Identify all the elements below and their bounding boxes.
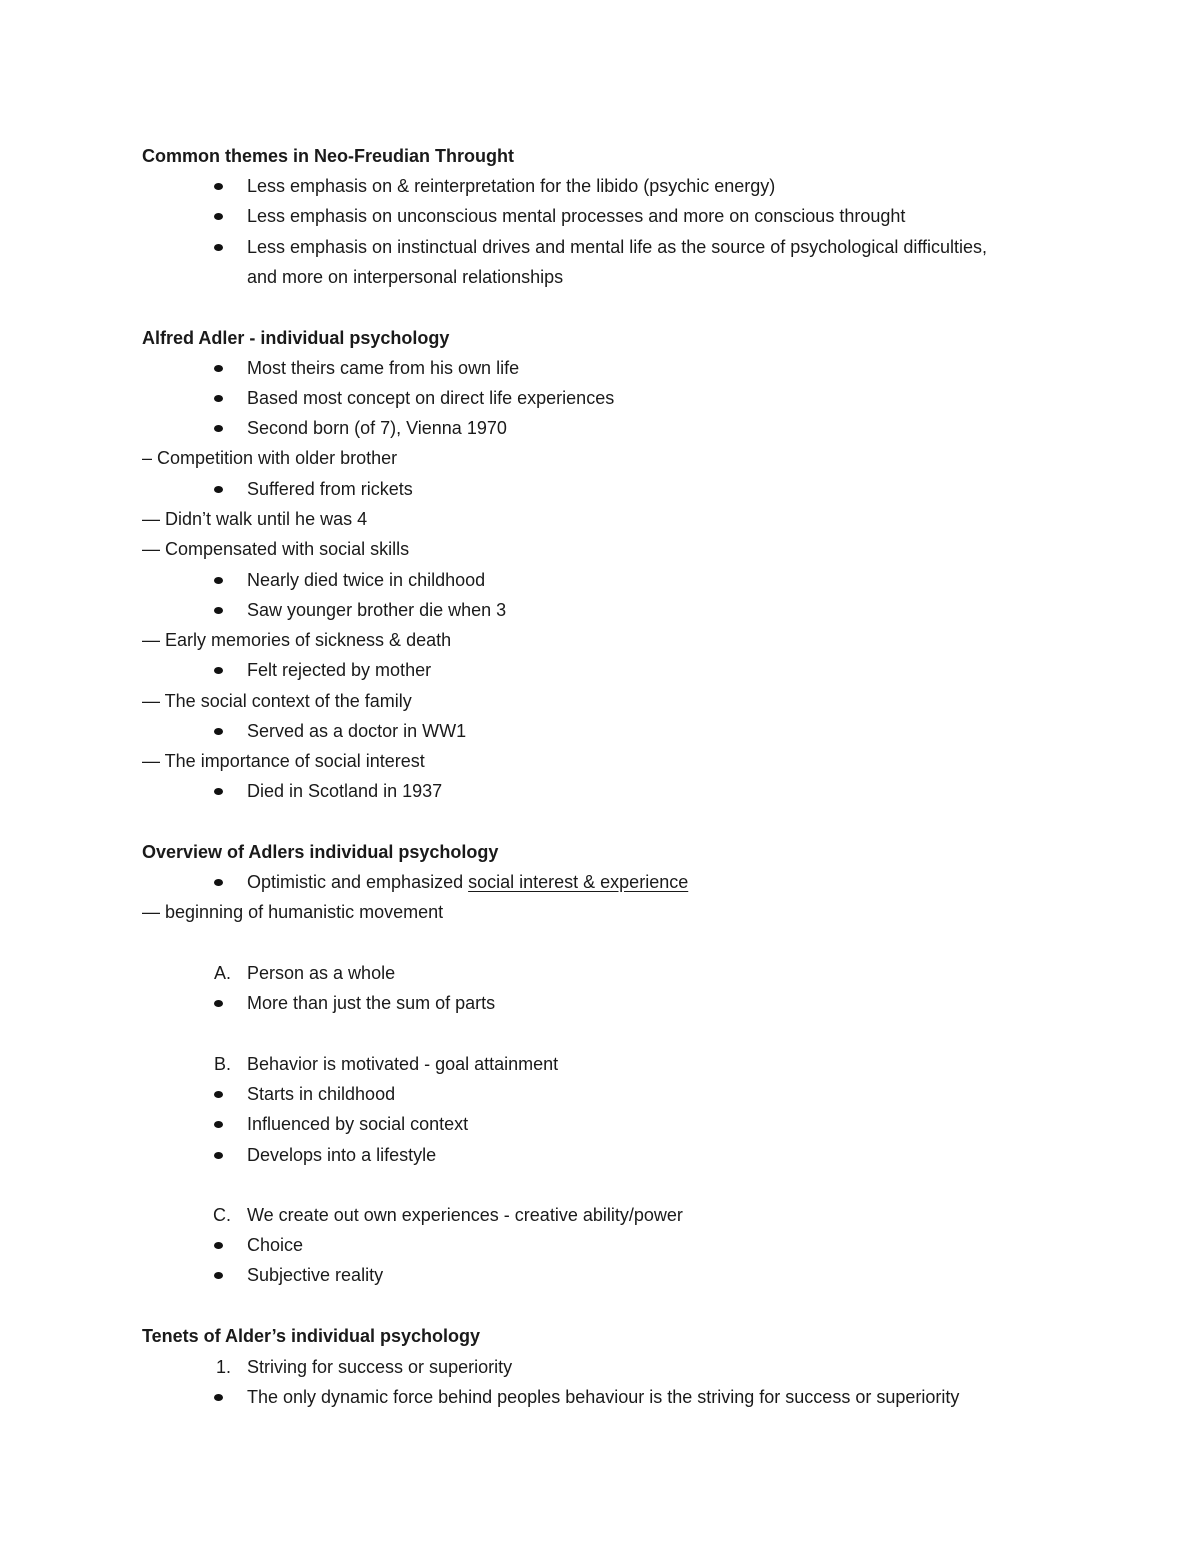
list-item: Develops into a lifestyle (247, 1140, 436, 1170)
list-item: Optimistic and emphasized social interest & experience (247, 867, 688, 897)
list-item: Subjective reality (247, 1260, 383, 1290)
bullet-icon (214, 667, 223, 674)
list-item: Saw younger brother die when 3 (247, 595, 506, 625)
list-item: Second born (of 7), Vienna 1970 (247, 413, 507, 443)
bullet-icon (214, 425, 223, 432)
list-item: The only dynamic force behind peoples behaviour is the striving for success or superiority (247, 1382, 959, 1412)
list-item: Choice (247, 1230, 303, 1260)
bullet-icon (214, 1121, 223, 1128)
bullet-icon (214, 213, 223, 220)
dash-note: — The social context of the family (142, 691, 412, 711)
bullet-icon (214, 244, 223, 251)
list-item: Less emphasis on & reinterpretation for the libido (psychic energy) (247, 171, 775, 201)
list-item: Starts in childhood (247, 1079, 395, 1109)
bullet-icon (214, 728, 223, 735)
list-marker: B. (213, 1054, 231, 1074)
list-item-continuation: and more on interpersonal relationships (247, 267, 564, 287)
dash-note: – Competition with older brother (142, 448, 398, 468)
bullet-icon (214, 879, 223, 886)
list-item: Suffered from rickets (247, 474, 413, 504)
list-item: Died in Scotland in 1937 (247, 776, 442, 806)
underlined-text: social interest & experience (468, 872, 689, 892)
bullet-icon (214, 365, 223, 372)
section-heading: Overview of Adlers individual psychology (142, 842, 499, 862)
numbered-item: 1. Striving for success or superiority (247, 1352, 512, 1382)
bullet-icon (214, 788, 223, 795)
section-heading: Alfred Adler - individual psychology (142, 328, 450, 348)
list-item: Served as a doctor in WW1 (247, 716, 466, 746)
list-item: Most theirs came from his own life (247, 353, 519, 383)
list-item: Less emphasis on unconscious mental processes and more on conscious throught (247, 201, 905, 231)
dash-note: — Early memories of sickness & death (142, 630, 452, 650)
bullet-icon (214, 395, 223, 402)
list-item: Felt rejected by mother (247, 655, 431, 685)
dash-note: — Didn’t walk until he was 4 (142, 509, 368, 529)
bullet-icon (214, 577, 223, 584)
bullet-icon (214, 486, 223, 493)
bullet-icon (214, 1272, 223, 1279)
list-item: Nearly died twice in childhood (247, 565, 485, 595)
section-heading: Common themes in Neo-Freudian Throught (142, 146, 514, 166)
list-item: More than just the sum of parts (247, 988, 495, 1018)
bullet-icon (214, 1000, 223, 1007)
bullet-icon (214, 1091, 223, 1098)
bullet-icon (214, 607, 223, 614)
list-item: Less emphasis on instinctual drives and mental life as the source of psychological difficulties, (247, 232, 987, 262)
bullet-icon (214, 1242, 223, 1249)
dash-note: — beginning of humanistic movement (142, 902, 444, 922)
section-heading: Tenets of Alder’s individual psychology (142, 1326, 481, 1346)
bullet-icon (214, 1152, 223, 1159)
list-marker: 1. (215, 1357, 231, 1377)
list-marker: C. (213, 1205, 231, 1225)
lettered-item: A. Person as a whole (247, 958, 395, 988)
list-marker: A. (213, 963, 231, 983)
dash-note: — Compensated with social skills (142, 539, 410, 559)
lettered-item: B. Behavior is motivated - goal attainment (247, 1049, 558, 1079)
dash-note: — The importance of social interest (142, 751, 425, 771)
bullet-icon (214, 1394, 223, 1401)
list-item: Influenced by social context (247, 1109, 468, 1139)
lettered-item: C. We create out own experiences - creative ability/power (247, 1200, 683, 1230)
list-item: Based most concept on direct life experiences (247, 383, 614, 413)
bullet-icon (214, 183, 223, 190)
